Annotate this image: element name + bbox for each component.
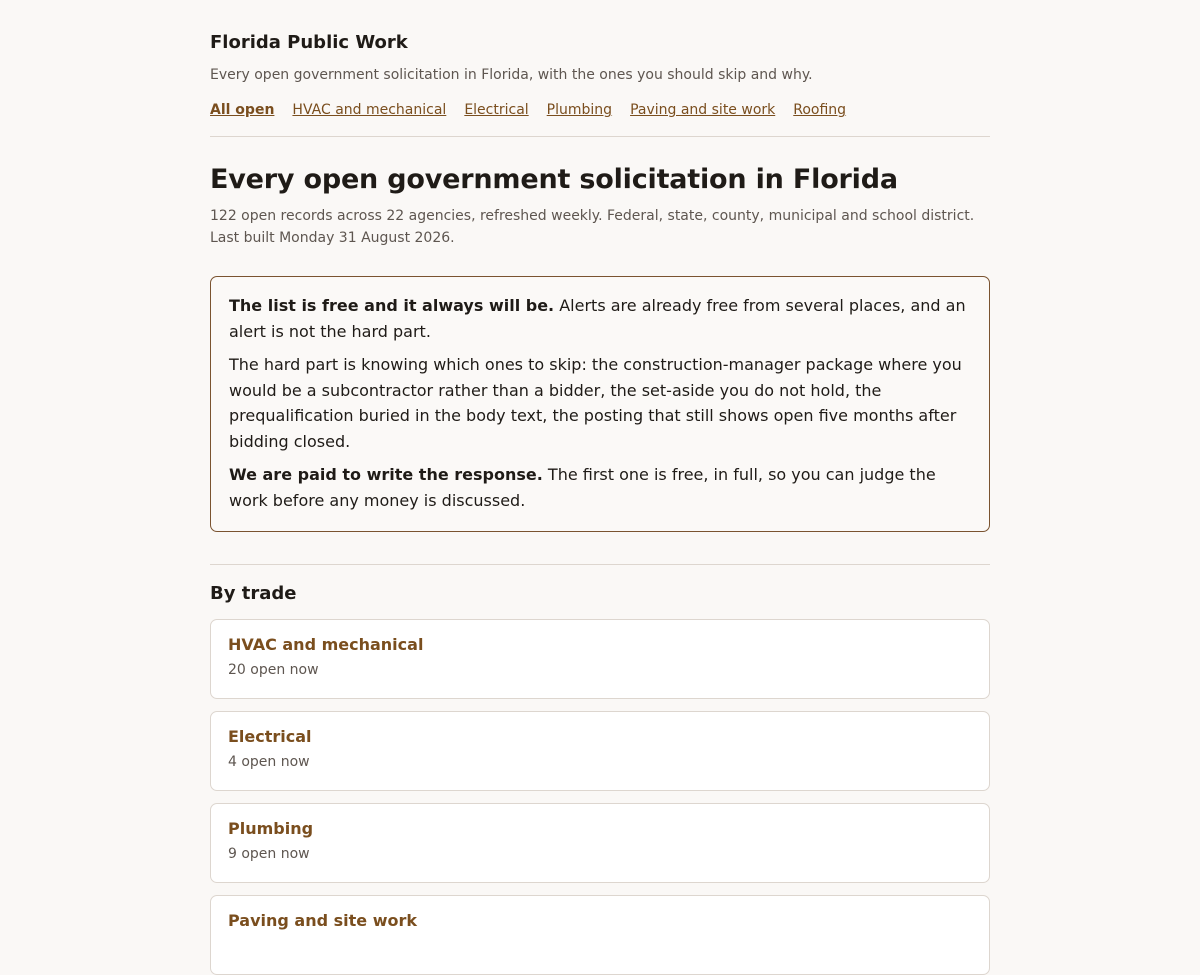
section-divider (210, 564, 990, 565)
notice-paid-strong: We are paid to write the response. (229, 465, 543, 484)
nav-link-hvac[interactable]: HVAC and mechanical (292, 102, 447, 118)
trade-card-count: 9 open now (228, 846, 310, 862)
trade-card-paving[interactable] (210, 895, 990, 975)
trade-card-name: Plumbing (228, 819, 314, 838)
notice-paid-text: The first one is free, in full, so you can judge the work before any money is discussed. (229, 465, 936, 510)
nav-link-plumbing[interactable]: Plumbing (546, 102, 613, 118)
trade-card-count: 4 open now (228, 754, 310, 770)
nav-link-all-open[interactable]: All open (210, 102, 275, 118)
records-summary: 122 open records across 22 agencies, refreshed weekly. Federal, state, county, municipal and school district. Last built Monday 31 August 2026. (210, 208, 975, 246)
notice-paragraph-paid (229, 462, 971, 513)
site-title[interactable]: Florida Public Work (210, 32, 408, 53)
trade-card-electrical[interactable] (210, 711, 990, 791)
by-trade-heading: By trade (210, 583, 297, 604)
trade-nav (210, 100, 990, 137)
notice-paragraph-free (229, 293, 971, 344)
notice-free-strong: The list is free and it always will be. (229, 296, 555, 315)
site-header (210, 32, 990, 137)
page-title: Every open government solicitation in Florida (210, 164, 898, 195)
trade-card-count: 20 open now (228, 662, 319, 678)
trade-card-hvac[interactable] (210, 619, 990, 699)
nav-link-electrical[interactable]: Electrical (464, 102, 529, 118)
trade-card-plumbing[interactable] (210, 803, 990, 883)
trade-card-name: HVAC and mechanical (228, 635, 424, 654)
trade-list (210, 619, 990, 975)
notice-free-text: Alerts are already free from several places, and an alert is not the hard part. (229, 296, 966, 341)
pricing-notice (210, 276, 990, 532)
trade-card-name: Paving and site work (228, 911, 418, 930)
trade-card-name: Electrical (228, 727, 312, 746)
notice-paragraph-hard-part: The hard part is knowing which ones to skip: the construction-manager package where you would be a subcontractor rather than a bidder, the set-aside you do not hold, the prequalification buried in the body text, the posting that still shows open five months after bidding closed. (229, 355, 962, 451)
page-container (210, 0, 990, 975)
site-tagline: Every open government solicitation in Florida, with the ones you should skip and why. (210, 67, 813, 83)
nav-link-paving[interactable]: Paving and site work (630, 102, 776, 118)
nav-link-roofing[interactable]: Roofing (793, 102, 847, 118)
main-content (210, 163, 990, 975)
